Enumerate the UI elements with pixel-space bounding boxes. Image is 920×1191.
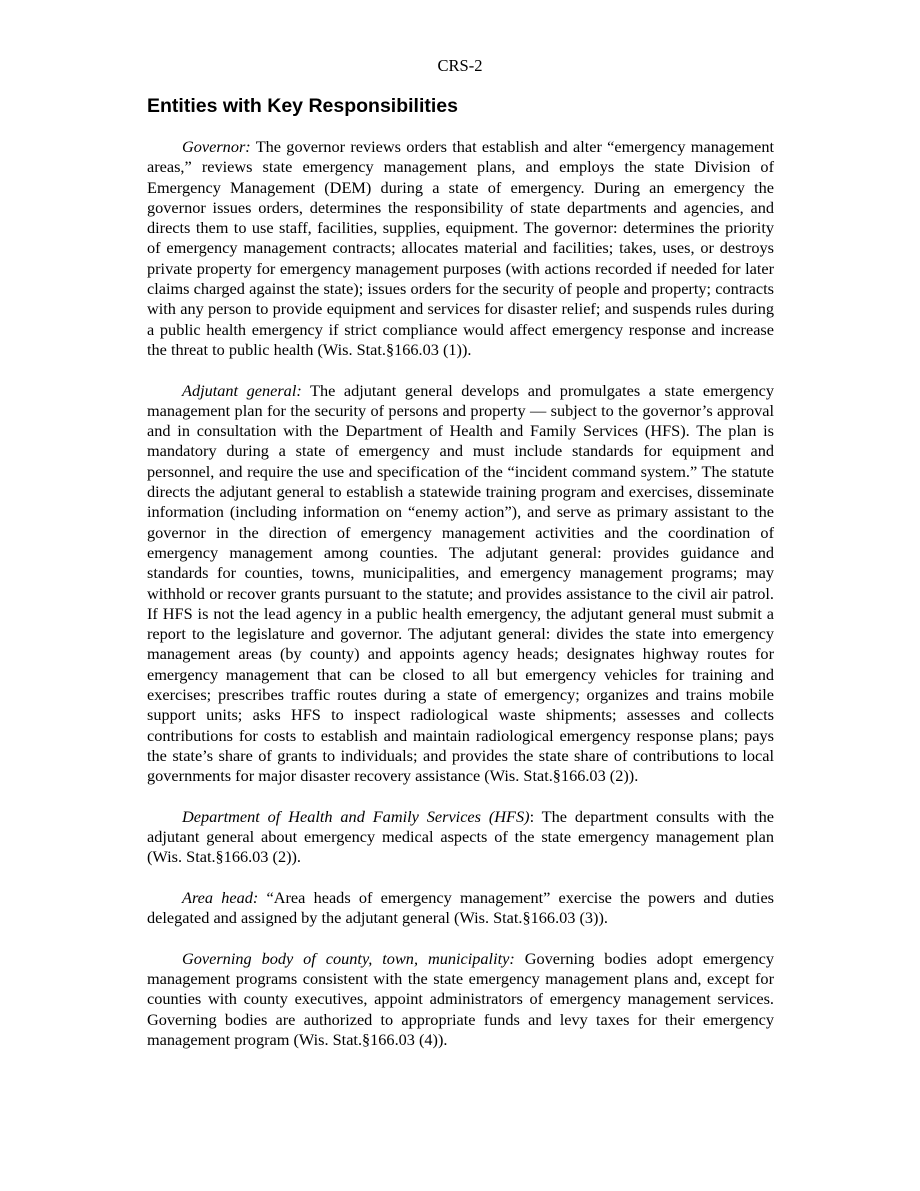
page-number-header: CRS-2	[437, 56, 483, 75]
document-body	[147, 94, 774, 1071]
paragraph-governor-text: The governor reviews orders that establish and alter “emergency management areas,” reviews state emergency management plans, and employs the state Division of Emergency Management (DEM) during a state of emergency. During an emergency the governor issues orders, determines the responsibility of state departments and agencies, and directs them to use staff, facilities, supplies, equipment. The governor: determines the priority of emergency management contracts; allocates material and facilities; takes, uses, or destroys private property for emergency management purposes (with actions recorded if needed for later claims charged against the state); issues orders for the security of people and property; contracts with any person to provide equipment and services for disaster relief; and suspends rules during a public health emergency if strict compliance would affect emergency response and increase the threat to public health (Wis. Stat.§166.03 (1)).	[147, 137, 774, 359]
paragraph-hfs	[147, 807, 774, 868]
paragraph-adjutant-general-text: The adjutant general develops and promulgates a state emergency management plan for the security of persons and property — subject to the governor’s approval and in consultation with the Department of Health and Family Services (HFS). The plan is mandatory during a state of emergency and must include standards for equipment and personnel, and require the use and specification of the “incident command system.” The statute directs the adjutant general to establish a statewide training program and exercises, disseminate information (including information on “enemy action”), and serve as primary assistant to the governor in the direction of emergency management activities and the coordination of emergency management among counties. The adjutant general: provides guidance and standards for counties, towns, municipalities, and emergency management programs; may withhold or recover grants pursuant to the statute; and provides assistance to the civil air patrol. If HFS is not the lead agency in a public health emergency, the adjutant general must submit a report to the legislature and governor. The adjutant general: divides the state into emergency management areas (by county) and appoints agency heads; designates highway routes for emergency management that can be closed to all but emergency vehicles for training and exercises; prescribes traffic routes during a state of emergency; organizes and trains mobile support units; asks HFS to inspect radiological waste shipments; assesses and collects contributions for costs to establish and maintain radiological emergency response plans; pays the state’s share of grants to individuals; and provides the state share of contributions to local governments for major disaster recovery assistance (Wis. Stat.§166.03 (2)).	[147, 380, 774, 786]
section-heading: Entities with Key Responsibilities	[147, 95, 458, 117]
term-hfs: Department of Health and Family Services (HFS)	[182, 806, 530, 826]
term-governor: Governor:	[182, 137, 251, 156]
paragraph-governor	[147, 137, 774, 360]
paragraph-area-head-text: “Area heads of emergency management” exercise the powers and duties delegated and assigned by the adjutant general (Wis. Stat.§166.03 (3)).	[147, 887, 775, 928]
paragraph-governing-body-text: Governing bodies adopt emergency management programs consistent with the state emergency management plans and, except for counties with county executives, appoint administrators of emergency management services. Governing bodies are authorized to appropriate funds and levy taxes for their emergency management program (Wis. Stat.§166.03 (4)).	[147, 948, 774, 1050]
term-area-head: Area head:	[182, 887, 259, 907]
paragraph-hfs-text: : The department consults with the adjutant general about emergency medical aspects of the state emergency management plan (Wis. Stat.§166.03 (2)).	[147, 806, 774, 867]
paragraph-adjutant-general	[147, 381, 774, 787]
paragraph-governing-body	[147, 949, 774, 1050]
paragraph-area-head	[147, 888, 774, 929]
term-adjutant-general: Adjutant general:	[182, 380, 302, 400]
term-governing-body: Governing body of county, town, municipality:	[182, 948, 515, 968]
